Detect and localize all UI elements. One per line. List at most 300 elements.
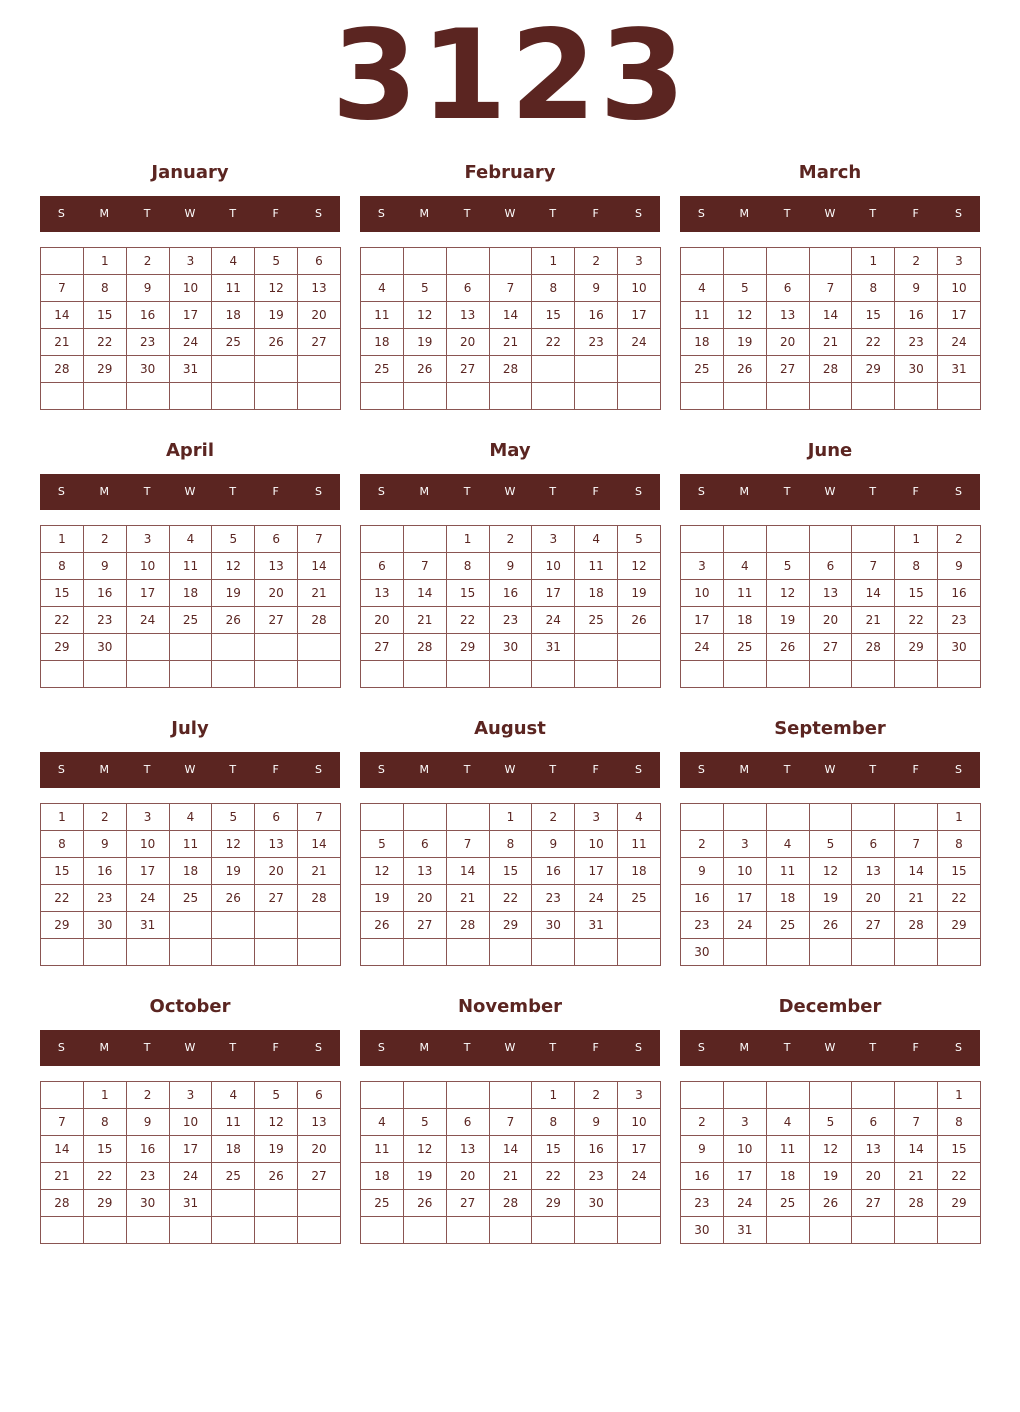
day-cell: 15 <box>938 1136 981 1163</box>
day-cell: 10 <box>618 1109 661 1136</box>
week-row <box>361 1082 661 1109</box>
weekday-label: M <box>739 485 750 498</box>
day-cell: 2 <box>681 1109 724 1136</box>
day-cell: 6 <box>766 275 809 302</box>
weekday-label: M <box>419 763 430 776</box>
day-cell: 4 <box>618 804 661 831</box>
month-name: April <box>165 440 215 461</box>
day-cell: 14 <box>852 580 895 607</box>
day-cell: 7 <box>403 553 446 580</box>
day-cell: 30 <box>938 634 981 661</box>
week-row <box>681 939 981 966</box>
day-cell: 26 <box>723 356 766 383</box>
day-cell: 22 <box>895 607 938 634</box>
empty-day-cell <box>446 1217 489 1244</box>
empty-day-cell <box>618 383 661 410</box>
weekday-label: W <box>824 207 836 220</box>
day-cell: 19 <box>809 885 852 912</box>
day-cell: 5 <box>212 804 255 831</box>
day-cell: 29 <box>41 912 84 939</box>
day-cell: 1 <box>852 248 895 275</box>
empty-day-cell <box>403 939 446 966</box>
day-cell: 16 <box>126 1136 169 1163</box>
weekday-label: T <box>229 763 237 776</box>
empty-day-cell <box>938 661 981 688</box>
day-cell: 5 <box>618 526 661 553</box>
day-cell: 19 <box>212 858 255 885</box>
day-cell: 28 <box>41 1190 84 1217</box>
empty-day-cell <box>83 939 126 966</box>
week-row <box>41 1190 341 1217</box>
day-cell: 19 <box>618 580 661 607</box>
day-cell: 23 <box>681 1190 724 1217</box>
day-grid <box>360 525 661 688</box>
day-cell: 30 <box>575 1190 618 1217</box>
day-cell: 8 <box>489 831 532 858</box>
empty-day-cell <box>809 1082 852 1109</box>
weekday-label: T <box>869 485 877 498</box>
empty-day-cell <box>446 661 489 688</box>
empty-day-cell <box>83 383 126 410</box>
day-cell: 16 <box>575 302 618 329</box>
week-row <box>41 1217 341 1244</box>
day-cell: 11 <box>766 1136 809 1163</box>
day-cell: 10 <box>681 580 724 607</box>
empty-day-cell <box>298 939 341 966</box>
day-cell: 27 <box>298 329 341 356</box>
week-row <box>681 1109 981 1136</box>
week-row <box>681 885 981 912</box>
day-cell: 24 <box>681 634 724 661</box>
week-row <box>361 661 661 688</box>
empty-day-cell <box>446 248 489 275</box>
empty-day-cell <box>403 526 446 553</box>
day-cell: 5 <box>255 248 298 275</box>
empty-day-cell <box>212 912 255 939</box>
day-cell: 17 <box>126 580 169 607</box>
day-cell: 28 <box>298 607 341 634</box>
day-cell: 1 <box>489 804 532 831</box>
day-cell: 30 <box>489 634 532 661</box>
day-cell: 13 <box>852 1136 895 1163</box>
month-name: May <box>489 440 531 461</box>
empty-day-cell <box>681 1082 724 1109</box>
day-cell: 12 <box>809 858 852 885</box>
day-cell: 10 <box>723 858 766 885</box>
day-cell: 10 <box>126 553 169 580</box>
day-cell: 26 <box>212 607 255 634</box>
empty-day-cell <box>403 383 446 410</box>
day-cell: 10 <box>938 275 981 302</box>
day-cell: 8 <box>83 1109 126 1136</box>
day-cell: 25 <box>723 634 766 661</box>
empty-day-cell <box>723 661 766 688</box>
week-row <box>681 634 981 661</box>
day-grid <box>40 247 341 410</box>
day-cell: 22 <box>83 1163 126 1190</box>
weekday-label: F <box>912 207 919 220</box>
day-cell: 16 <box>938 580 981 607</box>
month-name: February <box>464 162 556 183</box>
empty-day-cell <box>126 939 169 966</box>
day-grid <box>360 803 661 966</box>
day-grid <box>40 525 341 688</box>
month-name: July <box>171 718 209 739</box>
week-row <box>681 356 981 383</box>
weekday-label: W <box>504 1041 516 1054</box>
week-row <box>41 661 341 688</box>
weekday-label: T <box>869 207 877 220</box>
day-cell: 9 <box>83 831 126 858</box>
day-cell: 9 <box>575 1109 618 1136</box>
week-row <box>361 912 661 939</box>
week-row <box>681 607 981 634</box>
day-cell: 11 <box>361 302 404 329</box>
day-cell: 9 <box>681 1136 724 1163</box>
day-cell: 1 <box>895 526 938 553</box>
empty-day-cell <box>766 1217 809 1244</box>
day-cell: 10 <box>169 1109 212 1136</box>
day-cell: 1 <box>41 526 84 553</box>
empty-day-cell <box>169 383 212 410</box>
week-row <box>361 329 661 356</box>
weekday-label: S <box>697 485 705 498</box>
empty-day-cell <box>723 383 766 410</box>
week-row <box>361 356 661 383</box>
weekday-label: M <box>739 207 750 220</box>
day-cell: 15 <box>41 580 84 607</box>
weekday-label: S <box>697 763 705 776</box>
weekday-label: W <box>824 763 836 776</box>
empty-day-cell <box>126 383 169 410</box>
day-cell: 23 <box>83 885 126 912</box>
day-cell: 20 <box>298 302 341 329</box>
empty-day-cell <box>895 1217 938 1244</box>
month-name: November <box>457 996 563 1017</box>
week-row <box>41 1136 341 1163</box>
day-cell: 25 <box>212 329 255 356</box>
empty-day-cell <box>895 939 938 966</box>
day-cell: 12 <box>403 1136 446 1163</box>
month-name: September <box>774 718 886 739</box>
empty-day-cell <box>361 804 404 831</box>
empty-day-cell <box>361 1082 404 1109</box>
day-cell: 19 <box>361 885 404 912</box>
day-cell: 19 <box>255 1136 298 1163</box>
empty-day-cell <box>532 661 575 688</box>
week-row <box>361 831 661 858</box>
day-cell: 8 <box>446 553 489 580</box>
empty-day-cell <box>255 356 298 383</box>
empty-day-cell <box>809 939 852 966</box>
empty-day-cell <box>255 912 298 939</box>
empty-day-cell <box>212 939 255 966</box>
month-name: October <box>149 996 231 1017</box>
weekday-label: T <box>549 207 557 220</box>
week-row <box>41 607 341 634</box>
day-grid <box>680 803 981 966</box>
day-cell: 18 <box>618 858 661 885</box>
day-cell: 11 <box>766 858 809 885</box>
day-cell: 31 <box>575 912 618 939</box>
day-cell: 22 <box>41 885 84 912</box>
day-cell: 4 <box>169 526 212 553</box>
day-cell: 21 <box>41 1163 84 1190</box>
day-cell: 27 <box>852 1190 895 1217</box>
day-cell: 31 <box>938 356 981 383</box>
weekday-label: F <box>272 1041 279 1054</box>
day-cell: 15 <box>532 302 575 329</box>
week-row <box>361 383 661 410</box>
week-row <box>41 383 341 410</box>
day-cell: 25 <box>212 1163 255 1190</box>
weekday-header <box>360 1030 660 1066</box>
day-cell: 26 <box>809 912 852 939</box>
empty-day-cell <box>403 1217 446 1244</box>
empty-day-cell <box>618 356 661 383</box>
day-cell: 17 <box>938 302 981 329</box>
empty-day-cell <box>446 1082 489 1109</box>
day-grid <box>680 525 981 688</box>
week-row <box>41 804 341 831</box>
week-row <box>681 912 981 939</box>
weekday-label: T <box>783 1041 791 1054</box>
day-cell: 3 <box>169 1082 212 1109</box>
empty-day-cell <box>361 1217 404 1244</box>
week-row <box>361 275 661 302</box>
empty-day-cell <box>681 804 724 831</box>
day-cell: 21 <box>489 1163 532 1190</box>
empty-day-cell <box>126 1217 169 1244</box>
week-row <box>361 248 661 275</box>
day-cell: 27 <box>446 356 489 383</box>
day-cell: 14 <box>895 1136 938 1163</box>
day-cell: 27 <box>403 912 446 939</box>
day-cell: 2 <box>83 526 126 553</box>
weekday-header <box>40 196 340 232</box>
day-cell: 12 <box>255 275 298 302</box>
empty-day-cell <box>618 912 661 939</box>
day-cell: 8 <box>895 553 938 580</box>
weekday-header <box>40 474 340 510</box>
weekday-label: M <box>739 763 750 776</box>
day-cell: 4 <box>361 275 404 302</box>
year-title: 3123 <box>331 4 689 148</box>
day-cell: 25 <box>681 356 724 383</box>
empty-day-cell <box>126 634 169 661</box>
day-cell: 18 <box>361 1163 404 1190</box>
day-cell: 13 <box>361 580 404 607</box>
weekday-label: F <box>912 763 919 776</box>
weekday-label: T <box>549 1041 557 1054</box>
empty-day-cell <box>169 912 212 939</box>
day-grid <box>360 247 661 410</box>
day-cell: 7 <box>489 1109 532 1136</box>
empty-day-cell <box>489 1082 532 1109</box>
day-cell: 23 <box>575 1163 618 1190</box>
day-cell: 13 <box>766 302 809 329</box>
day-cell: 8 <box>532 275 575 302</box>
weekday-header <box>40 752 340 788</box>
day-cell: 25 <box>766 1190 809 1217</box>
day-cell: 24 <box>618 329 661 356</box>
day-cell: 15 <box>895 580 938 607</box>
day-cell: 11 <box>169 831 212 858</box>
day-cell: 9 <box>126 1109 169 1136</box>
day-cell: 30 <box>532 912 575 939</box>
week-row <box>361 1217 661 1244</box>
empty-day-cell <box>41 248 84 275</box>
day-cell: 22 <box>83 329 126 356</box>
empty-day-cell <box>895 804 938 831</box>
day-cell: 2 <box>532 804 575 831</box>
weekday-header <box>360 196 660 232</box>
empty-day-cell <box>723 804 766 831</box>
weekday-label: F <box>272 207 279 220</box>
day-cell: 15 <box>83 1136 126 1163</box>
day-cell: 14 <box>895 858 938 885</box>
day-cell: 3 <box>618 248 661 275</box>
week-row <box>41 248 341 275</box>
day-cell: 31 <box>126 912 169 939</box>
weekday-label: T <box>463 207 471 220</box>
day-cell: 19 <box>403 1163 446 1190</box>
empty-day-cell <box>938 383 981 410</box>
day-cell: 23 <box>532 885 575 912</box>
weekday-label: M <box>739 1041 750 1054</box>
empty-day-cell <box>403 661 446 688</box>
week-row <box>681 1190 981 1217</box>
day-cell: 24 <box>723 1190 766 1217</box>
day-cell: 16 <box>532 858 575 885</box>
empty-day-cell <box>83 661 126 688</box>
empty-day-cell <box>255 634 298 661</box>
day-cell: 3 <box>126 804 169 831</box>
day-cell: 7 <box>446 831 489 858</box>
empty-day-cell <box>723 939 766 966</box>
day-cell: 27 <box>809 634 852 661</box>
day-cell: 28 <box>489 1190 532 1217</box>
day-cell: 17 <box>618 302 661 329</box>
weekday-label: T <box>549 763 557 776</box>
day-cell: 21 <box>298 858 341 885</box>
day-cell: 18 <box>212 1136 255 1163</box>
weekday-label: F <box>592 207 599 220</box>
day-cell: 4 <box>361 1109 404 1136</box>
day-cell: 12 <box>255 1109 298 1136</box>
empty-day-cell <box>766 1082 809 1109</box>
week-row <box>681 858 981 885</box>
day-cell: 11 <box>361 1136 404 1163</box>
weekday-label: T <box>783 485 791 498</box>
day-cell: 6 <box>255 526 298 553</box>
day-cell: 25 <box>766 912 809 939</box>
day-cell: 8 <box>41 553 84 580</box>
day-cell: 23 <box>83 607 126 634</box>
week-row <box>361 607 661 634</box>
empty-day-cell <box>403 804 446 831</box>
day-cell: 2 <box>575 248 618 275</box>
day-cell: 14 <box>41 1136 84 1163</box>
weekday-header <box>40 1030 340 1066</box>
day-cell: 22 <box>532 1163 575 1190</box>
weekday-label: F <box>912 1041 919 1054</box>
day-cell: 31 <box>169 1190 212 1217</box>
day-cell: 24 <box>938 329 981 356</box>
empty-day-cell <box>361 383 404 410</box>
empty-day-cell <box>298 912 341 939</box>
day-grid <box>40 803 341 966</box>
day-cell: 20 <box>255 580 298 607</box>
day-cell: 29 <box>852 356 895 383</box>
day-cell: 7 <box>852 553 895 580</box>
day-cell: 16 <box>681 885 724 912</box>
day-cell: 13 <box>403 858 446 885</box>
day-cell: 10 <box>575 831 618 858</box>
empty-day-cell <box>41 939 84 966</box>
empty-day-cell <box>766 248 809 275</box>
day-cell: 14 <box>41 302 84 329</box>
weekday-label: F <box>592 763 599 776</box>
week-row <box>681 831 981 858</box>
day-cell: 13 <box>446 1136 489 1163</box>
weekday-label: M <box>99 1041 110 1054</box>
week-row <box>41 912 341 939</box>
day-cell: 28 <box>489 356 532 383</box>
day-cell: 9 <box>681 858 724 885</box>
day-cell: 9 <box>575 275 618 302</box>
day-cell: 28 <box>852 634 895 661</box>
week-row <box>361 526 661 553</box>
weekday-label: M <box>99 763 110 776</box>
day-cell: 11 <box>681 302 724 329</box>
weekday-label: T <box>143 207 151 220</box>
day-cell: 13 <box>298 1109 341 1136</box>
weekday-label: S <box>314 763 322 776</box>
weekday-label: S <box>377 1041 385 1054</box>
weekday-label: M <box>99 485 110 498</box>
day-cell: 6 <box>809 553 852 580</box>
week-row <box>41 580 341 607</box>
empty-day-cell <box>766 526 809 553</box>
weekday-label: T <box>463 763 471 776</box>
day-cell: 7 <box>809 275 852 302</box>
day-cell: 25 <box>361 1190 404 1217</box>
day-cell: 19 <box>403 329 446 356</box>
week-row <box>41 831 341 858</box>
empty-day-cell <box>852 526 895 553</box>
day-cell: 23 <box>126 1163 169 1190</box>
day-cell: 9 <box>489 553 532 580</box>
day-cell: 19 <box>809 1163 852 1190</box>
weekday-label: S <box>377 485 385 498</box>
day-cell: 13 <box>255 553 298 580</box>
empty-day-cell <box>723 526 766 553</box>
day-cell: 3 <box>169 248 212 275</box>
day-cell: 8 <box>852 275 895 302</box>
day-cell: 16 <box>681 1163 724 1190</box>
weekday-label: S <box>634 763 642 776</box>
day-cell: 21 <box>41 329 84 356</box>
week-row <box>681 329 981 356</box>
day-cell: 14 <box>809 302 852 329</box>
empty-day-cell <box>489 661 532 688</box>
day-cell: 5 <box>212 526 255 553</box>
day-cell: 18 <box>212 302 255 329</box>
day-cell: 8 <box>41 831 84 858</box>
day-cell: 3 <box>126 526 169 553</box>
week-row <box>361 1136 661 1163</box>
